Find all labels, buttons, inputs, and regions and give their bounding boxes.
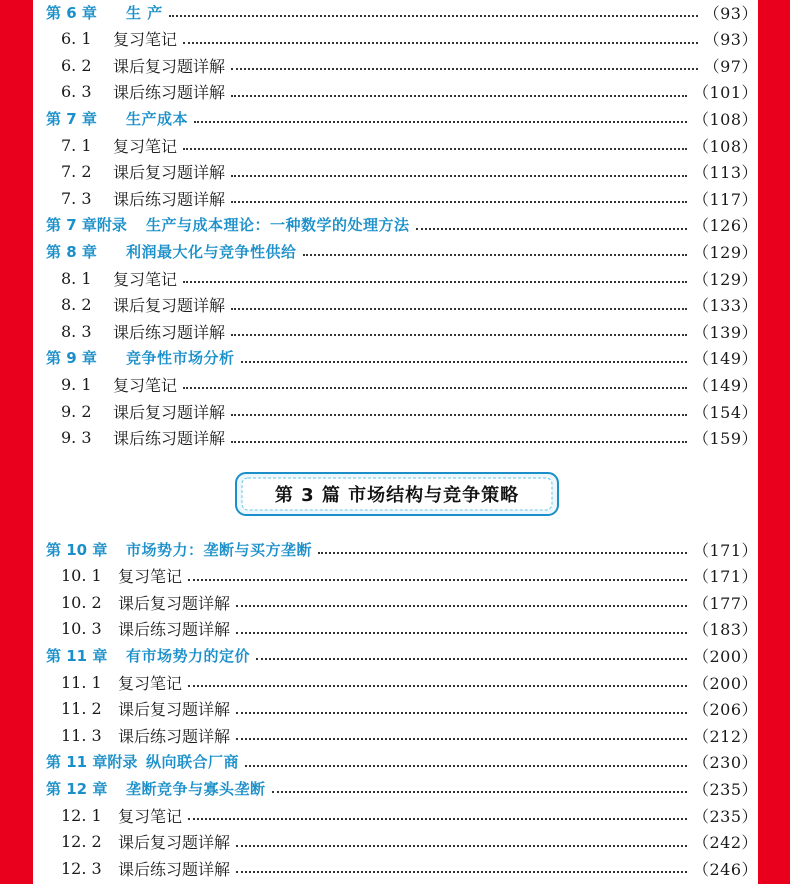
toc-chapter-entry[interactable] bbox=[33, 643, 758, 667]
dot-leader bbox=[188, 818, 687, 820]
toc-section-entry[interactable] bbox=[33, 293, 758, 317]
entry-number: 6. 1 bbox=[61, 29, 92, 49]
entry-page-number: （171） bbox=[692, 540, 758, 560]
entry-page-number: （159） bbox=[692, 429, 758, 449]
entry-number: 6. 2 bbox=[61, 55, 92, 75]
entry-number: 8. 2 bbox=[61, 295, 92, 315]
toc-section-entry[interactable] bbox=[33, 670, 758, 694]
entry-title: 课后练习题详解 bbox=[118, 726, 231, 746]
entry-title: 生 产 bbox=[126, 3, 163, 22]
entry-page-number: （154） bbox=[692, 402, 758, 422]
entry-number: 6. 3 bbox=[61, 82, 92, 102]
entry-page-number: （139） bbox=[692, 322, 758, 342]
entry-page-number: （113） bbox=[692, 163, 758, 183]
entry-number: 第 12 章 bbox=[46, 779, 108, 798]
entry-page-number: （212） bbox=[692, 726, 758, 746]
dot-leader bbox=[194, 121, 687, 123]
entry-page-number: （133） bbox=[692, 296, 758, 316]
toc-section-entry[interactable] bbox=[33, 266, 758, 290]
dot-leader bbox=[183, 387, 687, 389]
entry-page-number: （200） bbox=[692, 673, 758, 693]
entry-number: 7. 1 bbox=[61, 135, 92, 155]
entry-page-number: （101） bbox=[692, 83, 758, 103]
dot-leader bbox=[241, 361, 687, 363]
entry-number: 11. 1 bbox=[61, 672, 102, 692]
toc-chapter-entry[interactable] bbox=[33, 213, 758, 237]
toc-section-entry[interactable] bbox=[33, 399, 758, 423]
dot-leader bbox=[188, 579, 687, 581]
toc-section-entry[interactable] bbox=[33, 27, 758, 51]
entry-page-number: （246） bbox=[692, 859, 758, 879]
entry-title: 复习笔记 bbox=[113, 136, 178, 156]
entry-number: 10. 3 bbox=[61, 619, 102, 639]
dot-leader bbox=[245, 765, 687, 767]
entry-number: 12. 1 bbox=[61, 805, 102, 825]
entry-page-number: （200） bbox=[692, 646, 758, 666]
entry-page-number: （129） bbox=[692, 269, 758, 289]
entry-title: 生产与成本理论：一种数学的处理方法 bbox=[146, 216, 410, 235]
dot-leader bbox=[318, 552, 687, 554]
entry-number: 第 9 章 bbox=[46, 349, 97, 368]
part-title: 第 3 篇 市场结构与竞争策略 bbox=[274, 485, 520, 506]
entry-title: 课后复习题详解 bbox=[118, 833, 231, 853]
dot-leader bbox=[303, 254, 687, 256]
entry-number: 第 11 章附录 bbox=[46, 753, 138, 772]
toc-page bbox=[33, 0, 758, 884]
dot-leader bbox=[236, 738, 687, 740]
toc-section-entry[interactable] bbox=[33, 856, 758, 880]
entry-title: 课后练习题详解 bbox=[113, 83, 226, 103]
dot-leader bbox=[236, 845, 687, 847]
entry-title: 课后练习题详解 bbox=[118, 620, 231, 640]
entry-number: 8. 1 bbox=[61, 268, 92, 288]
entry-page-number: （235） bbox=[692, 779, 758, 799]
dot-leader bbox=[231, 175, 687, 177]
entry-page-number: （129） bbox=[692, 242, 758, 262]
entry-number: 9. 2 bbox=[61, 401, 92, 421]
entry-title: 课后练习题详解 bbox=[118, 859, 231, 879]
toc-section-entry[interactable] bbox=[33, 186, 758, 210]
entry-title: 课后练习题详解 bbox=[113, 189, 226, 209]
dot-leader bbox=[416, 228, 687, 230]
toc-chapter-entry[interactable] bbox=[33, 346, 758, 370]
dot-leader bbox=[256, 658, 687, 660]
entry-number: 第 11 章 bbox=[46, 646, 108, 665]
entry-title: 复习笔记 bbox=[118, 806, 183, 826]
toc-section-entry[interactable] bbox=[33, 564, 758, 588]
dot-leader bbox=[236, 605, 687, 607]
entry-page-number: （235） bbox=[692, 806, 758, 826]
entry-title: 课后复习题详解 bbox=[118, 593, 231, 613]
entry-page-number: （108） bbox=[692, 109, 758, 129]
toc-chapter-entry[interactable] bbox=[33, 537, 758, 561]
entry-title: 课后练习题详解 bbox=[113, 322, 226, 342]
entry-page-number: （126） bbox=[692, 216, 758, 236]
entry-title: 垄断竞争与寡头垄断 bbox=[126, 779, 266, 798]
dot-leader bbox=[236, 632, 687, 634]
toc-section-entry[interactable] bbox=[33, 617, 758, 641]
entry-page-number: （177） bbox=[692, 593, 758, 613]
dot-leader bbox=[231, 308, 687, 310]
entry-title: 复习笔记 bbox=[118, 567, 183, 587]
entry-page-number: （206） bbox=[692, 700, 758, 720]
entry-title: 课后练习题详解 bbox=[113, 429, 226, 449]
entry-page-number: （183） bbox=[692, 620, 758, 640]
dot-leader bbox=[231, 68, 698, 70]
toc-chapter-entry[interactable] bbox=[33, 239, 758, 263]
dot-leader bbox=[231, 441, 687, 443]
toc-section-entry[interactable] bbox=[33, 590, 758, 614]
toc-section-entry[interactable] bbox=[33, 723, 758, 747]
dot-leader bbox=[231, 201, 687, 203]
entry-number: 第 7 章附录 bbox=[46, 216, 127, 235]
entry-number: 9. 3 bbox=[61, 428, 92, 448]
entry-title: 市场势力：垄断与买方垄断 bbox=[126, 540, 313, 559]
entry-title: 生产成本 bbox=[126, 109, 189, 128]
dot-leader bbox=[236, 712, 687, 714]
entry-title: 有市场势力的定价 bbox=[126, 646, 251, 665]
toc-section-entry[interactable] bbox=[33, 426, 758, 450]
entry-number: 11. 2 bbox=[61, 699, 102, 719]
entry-page-number: （230） bbox=[692, 753, 758, 773]
entry-title: 复习笔记 bbox=[113, 375, 178, 395]
entry-page-number: （97） bbox=[703, 56, 758, 76]
toc-section-entry[interactable] bbox=[33, 803, 758, 827]
entry-number: 8. 3 bbox=[61, 321, 92, 341]
entry-number: 第 8 章 bbox=[46, 242, 97, 261]
toc-section-entry[interactable] bbox=[33, 53, 758, 77]
dot-leader bbox=[236, 871, 687, 873]
entry-number: 10. 1 bbox=[61, 566, 102, 586]
entry-number: 7. 3 bbox=[61, 188, 92, 208]
toc-chapter-entry[interactable] bbox=[33, 106, 758, 130]
toc-section-entry[interactable] bbox=[33, 319, 758, 343]
entry-page-number: （242） bbox=[692, 833, 758, 853]
entry-title: 课后复习题详解 bbox=[113, 56, 226, 76]
entry-title: 纵向联合厂商 bbox=[146, 753, 240, 772]
toc-section-entry[interactable] bbox=[33, 160, 758, 184]
entry-title: 竞争性市场分析 bbox=[126, 349, 235, 368]
toc-section-entry[interactable] bbox=[33, 830, 758, 854]
entry-number: 第 6 章 bbox=[46, 3, 97, 22]
entry-title: 复习笔记 bbox=[113, 269, 178, 289]
entry-page-number: （93） bbox=[703, 30, 758, 50]
entry-page-number: （117） bbox=[692, 189, 758, 209]
entry-title: 复习笔记 bbox=[118, 673, 183, 693]
entry-page-number: （149） bbox=[692, 375, 758, 395]
entry-title: 课后复习题详解 bbox=[113, 402, 226, 422]
entry-page-number: （149） bbox=[692, 349, 758, 369]
toc-section-entry[interactable] bbox=[33, 372, 758, 396]
dot-leader bbox=[183, 42, 698, 44]
toc-chapter-entry[interactable] bbox=[33, 0, 758, 24]
entry-title: 复习笔记 bbox=[113, 30, 178, 50]
entry-number: 7. 2 bbox=[61, 162, 92, 182]
part-heading bbox=[233, 470, 561, 518]
entry-number: 11. 3 bbox=[61, 725, 102, 745]
entry-title: 利润最大化与竞争性供给 bbox=[126, 242, 297, 261]
toc-section-entry[interactable] bbox=[33, 133, 758, 157]
entry-page-number: （108） bbox=[692, 136, 758, 156]
dot-leader bbox=[272, 791, 687, 793]
entry-number: 10. 2 bbox=[61, 592, 102, 612]
dot-leader bbox=[183, 281, 687, 283]
entry-number: 第 10 章 bbox=[46, 540, 108, 559]
dot-leader bbox=[169, 15, 698, 17]
entry-number: 9. 1 bbox=[61, 374, 92, 394]
entry-page-number: （171） bbox=[692, 567, 758, 587]
entry-number: 12. 2 bbox=[61, 832, 102, 852]
toc-section-entry[interactable] bbox=[33, 80, 758, 104]
dot-leader bbox=[188, 685, 687, 687]
dot-leader bbox=[231, 334, 687, 336]
entry-number: 12. 3 bbox=[61, 858, 102, 878]
dot-leader bbox=[231, 95, 687, 97]
toc-section-entry[interactable] bbox=[33, 697, 758, 721]
entry-title: 课后复习题详解 bbox=[118, 700, 231, 720]
dot-leader bbox=[231, 414, 687, 416]
dot-leader bbox=[183, 148, 687, 150]
toc-chapter-entry[interactable] bbox=[33, 750, 758, 774]
entry-number: 第 7 章 bbox=[46, 109, 97, 128]
entry-page-number: （93） bbox=[703, 3, 758, 23]
entry-title: 课后复习题详解 bbox=[113, 296, 226, 316]
entry-title: 课后复习题详解 bbox=[113, 163, 226, 183]
toc-chapter-entry[interactable] bbox=[33, 776, 758, 800]
